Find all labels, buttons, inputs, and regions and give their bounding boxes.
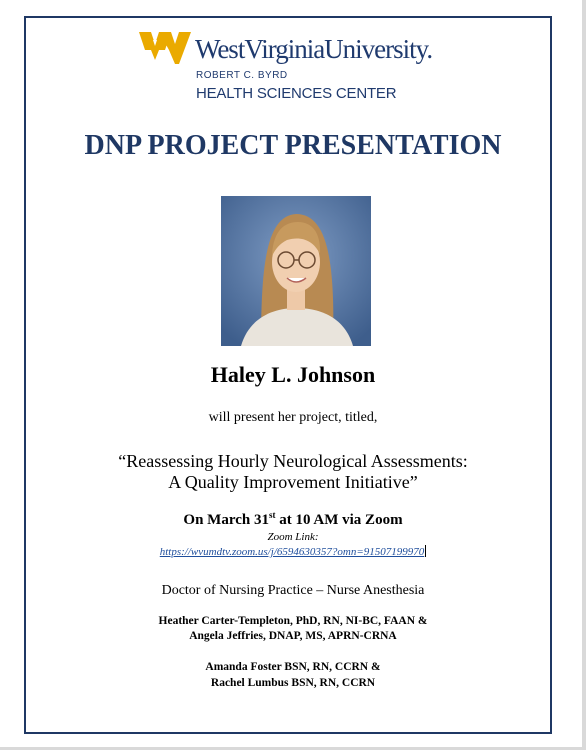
text-cursor [425,545,426,557]
wvu-flying-wv-icon [139,30,191,70]
project-title-line2: A Quality Improvement Initiative” [168,472,418,492]
date-prefix: On March 31 [183,512,269,528]
page-title: DNP PROJECT PRESENTATION [84,130,502,161]
presenter-photo [221,196,371,346]
faculty-line-2: Angela Jeffries, DNAP, MS, APRN-CRNA [189,630,397,642]
center-name: HEALTH SCIENCES CENTER [196,85,397,102]
date-ordinal: st [268,510,276,520]
zoom-link-label: Zoom Link: [267,531,319,543]
event-datetime [0,510,586,529]
center-subtitle: ROBERT C. BYRD [196,70,288,81]
student-line-1: Amanda Foster BSN, RN, CCRN & [205,661,381,673]
degree-program: Doctor of Nursing Practice – Nurse Anesthesia [161,583,425,598]
zoom-link-row [0,545,586,558]
presenter-portrait [221,196,371,346]
zoom-link[interactable]: https://wvumdtv.zoom.us/j/6594630357?omn=91507199970 [159,546,425,558]
faculty-line-1: Heather Carter-Templeton, PhD, RN, NI-BC, FAAN & [158,615,428,627]
presenter-intro: will present her project, titled, [208,410,378,425]
project-title-line1: “Reassessing Hourly Neurological Assessments: [118,451,468,471]
university-name: WestVirginiaUniversity. [195,34,433,64]
date-suffix: at 10 AM via Zoom [275,512,403,528]
presenter-name: Haley L. Johnson [210,362,376,387]
wvu-logo [139,30,469,110]
student-line-2: Rachel Lumbus BSN, RN, CCRN [210,677,376,689]
